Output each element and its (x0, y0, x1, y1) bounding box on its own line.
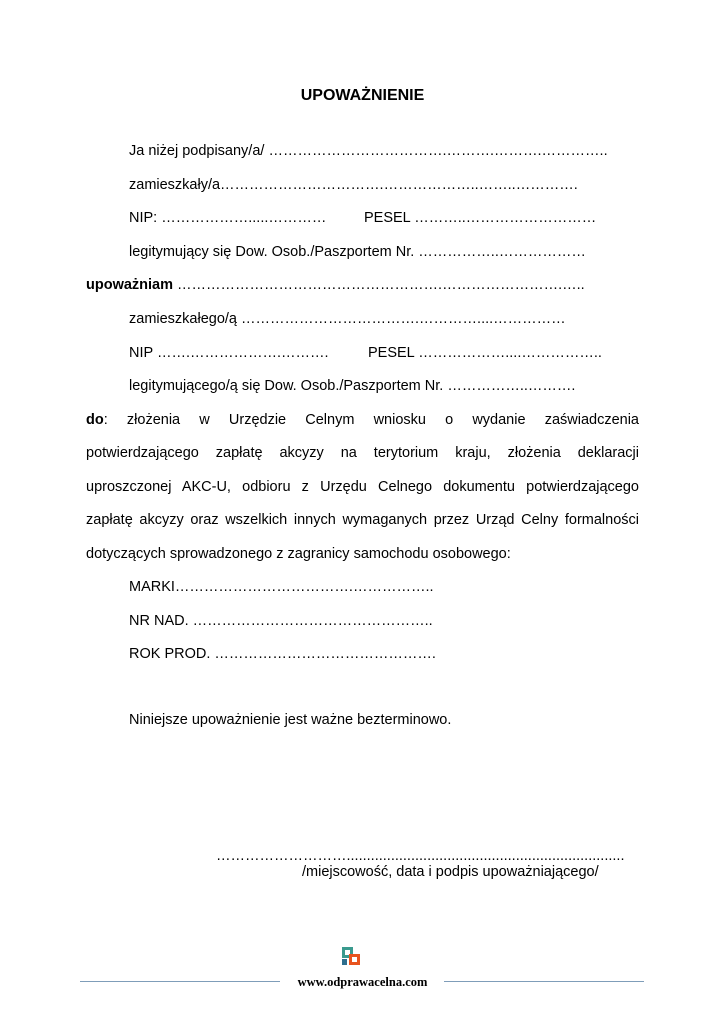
agent-id-line: legitymującego/ą się Dow. Osob./Paszportem Nr. ……………..………. (129, 378, 576, 394)
principal-nip-line: NIP: ……………….....………… (129, 210, 327, 226)
document-title: UPOWAŻNIENIE (300, 87, 425, 104)
principal-id-line: legitymujący się Dow. Osob./Paszportem Nr. ……………..……………… (129, 244, 586, 260)
purpose-paragraph-line-4: zapłatę akcyzy oraz wszelkich innych wymaganych przez Urząd Celny formalności (86, 512, 639, 528)
purpose-paragraph-line-1 (86, 411, 639, 429)
do-keyword: do (86, 412, 104, 428)
footer-website-link[interactable]: www.odprawacelna.com (292, 975, 434, 989)
agent-address-line: zamieszkałego/ą ……………………………….…………....…………… (129, 311, 566, 327)
vehicle-make-line: MARKI……………………………….…………….. (129, 579, 434, 595)
authorize-keyword: upoważniam (86, 277, 174, 293)
vehicle-production-year-line: ROK PROD. ………………………………………. (129, 646, 436, 662)
authorize-dots: ……………………………………………….…………………….….. (173, 277, 585, 293)
principal-name-line: Ja niżej podpisany/a/ ……………………………….……….……….………….. (129, 143, 608, 159)
purpose-paragraph-line-3: uproszczonej AKC-U, odbioru z Urzędu Celnego dokumentu potwierdzającego (86, 479, 639, 495)
agent-pesel-line: PESEL ………………....…………….. (368, 345, 602, 361)
odprawacelna-logo-icon (341, 946, 361, 966)
principal-pesel-line: PESEL ………..……………………… (364, 210, 597, 226)
purpose-paragraph-line-2: potwierdzającego zapłatę akcyzy na terytorium kraju, złożenia deklaracji (86, 445, 639, 461)
agent-nip-line: NIP …….……………….………. (129, 345, 329, 361)
authorize-line (86, 276, 585, 294)
footer-website-wrap (0, 974, 725, 990)
purpose-paragraph-line-5: dotyczących sprowadzonego z zagranicy samochodu osobowego: (86, 546, 511, 562)
purpose-text-1: : złożenia w Urzędzie Celnym wniosku o wydanie zaświadczenia (103, 412, 639, 428)
signature-dots: ………………………..................................................................... (216, 848, 625, 864)
validity-statement: Niniejsze upoważnienie jest ważne bezterminowo. (129, 712, 452, 728)
principal-address-line: zamieszkały/a…………………………….………………..……..…………. (129, 177, 578, 193)
vehicle-body-number-line: NR NAD. ………………………………………….. (129, 613, 433, 629)
signature-caption: /miejscowość, data i podpis upoważniającego/ (302, 864, 599, 880)
logo-square-blue (342, 959, 347, 965)
